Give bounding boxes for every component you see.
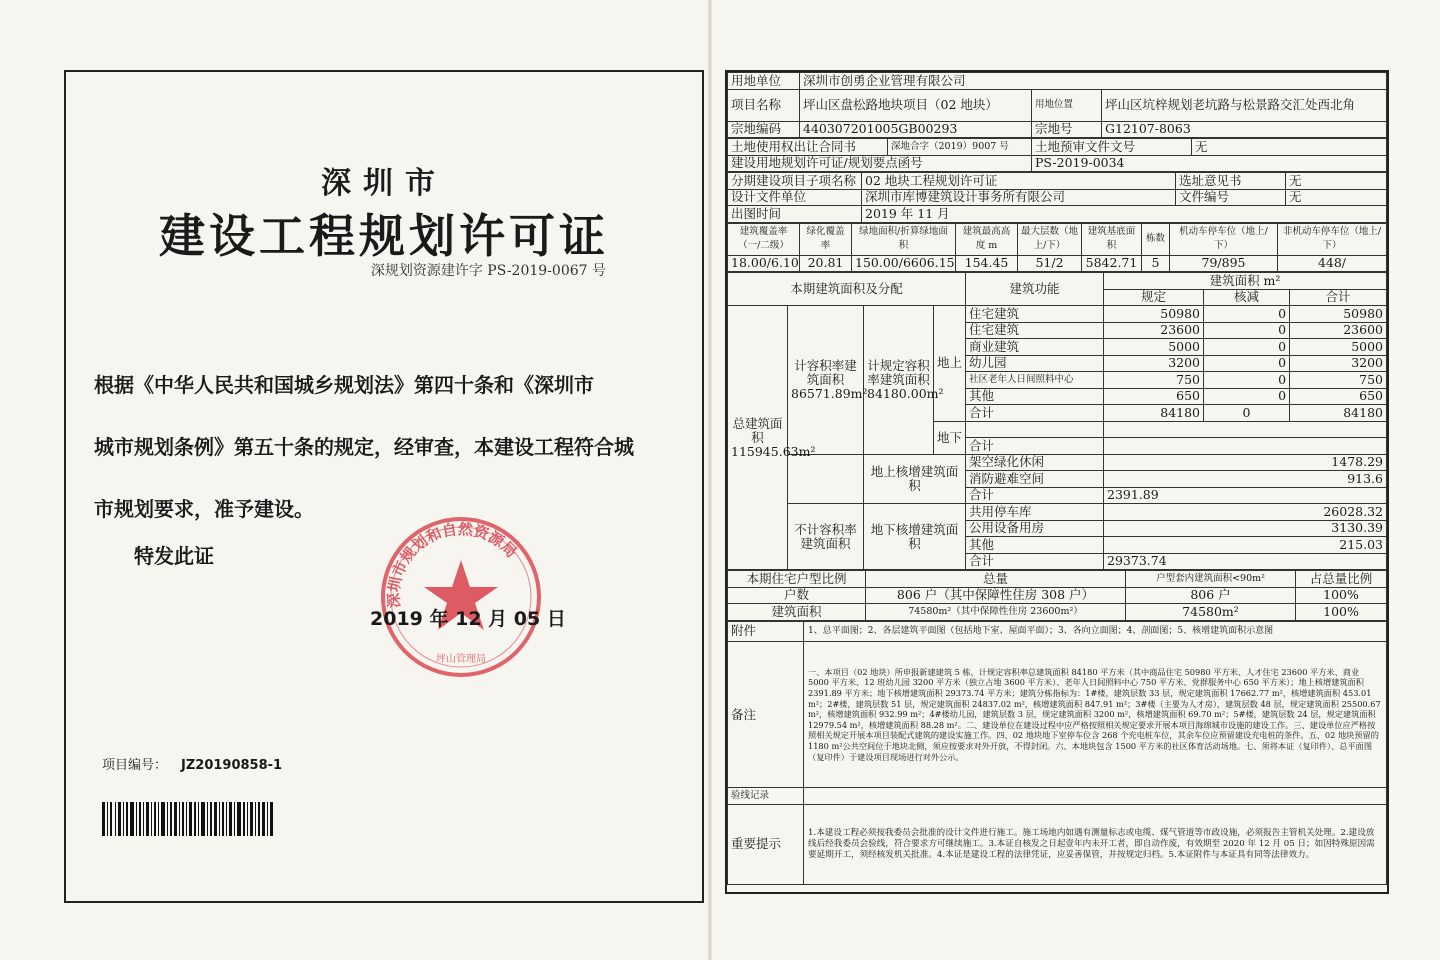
- metric-value: 5842.71: [1082, 255, 1142, 272]
- barcode-icon: [102, 802, 274, 836]
- seal-subtext: 坪山管理局: [436, 654, 486, 665]
- metric-value: 20.81: [800, 255, 852, 272]
- design-unit-label: 设计文件单位: [728, 189, 862, 206]
- ratio-label: 本期住宅户型比例: [728, 571, 866, 588]
- area-label: 建筑面积: [728, 604, 866, 621]
- certify-text: 特发此证: [134, 544, 214, 568]
- households-small: 806 户: [1126, 587, 1296, 604]
- bonus-name: 合计: [966, 553, 1104, 570]
- non-far-label: 不计容积率建筑面积: [788, 504, 864, 570]
- plan-value: 3200: [1104, 355, 1204, 372]
- bonus-above-label: 地上核增建筑面积: [864, 454, 966, 504]
- below-total-value: [1104, 438, 1387, 455]
- ratio-total-label: 总量: [866, 571, 1126, 588]
- metric-header: 最大层数（地上/下）: [1018, 223, 1082, 255]
- check-value: 0: [1204, 355, 1290, 372]
- bonus-name: 消防避难空间: [966, 471, 1104, 488]
- below-empty: [966, 421, 1104, 438]
- notes-table: [727, 621, 1387, 885]
- inspection-value: [804, 788, 1387, 805]
- location-label: 用地位置: [1032, 89, 1102, 121]
- bonus-name: 架空绿化休闲: [966, 454, 1104, 471]
- check-value: 0: [1204, 322, 1290, 339]
- metric-header: 栋数: [1142, 223, 1170, 255]
- plan-value: 650: [1104, 388, 1204, 405]
- bonus-name: 共用停车库: [966, 504, 1104, 521]
- metric-value: 5: [1142, 255, 1170, 272]
- total-value: 84180: [1290, 405, 1387, 422]
- col-total: 合计: [1290, 289, 1387, 306]
- bonus-name: 合计: [966, 487, 1104, 504]
- metric-value: 51/2: [1018, 255, 1082, 272]
- households-label: 户数: [728, 587, 866, 604]
- contract-label: 土地使用权出让合同书: [728, 139, 888, 156]
- metric-header: 建筑基底面积: [1082, 223, 1142, 255]
- total-value: 3200: [1290, 355, 1387, 372]
- parcel-code-label: 宗地编码: [728, 121, 800, 138]
- col-check: 核减: [1204, 289, 1290, 306]
- below-empty-values: [1104, 421, 1387, 438]
- site-opinion-value: 无: [1286, 173, 1387, 190]
- inspection-label: 验线记录: [728, 788, 804, 805]
- check-value: 0: [1204, 388, 1290, 405]
- project-value: 坪山区盘松路地块项目（02 地块）: [800, 89, 1032, 121]
- check-value: 0: [1204, 339, 1290, 356]
- attach-label: 附件: [728, 621, 804, 642]
- area-section-label: 本期建筑面积及分配: [728, 273, 966, 306]
- households-share: 100%: [1296, 587, 1387, 604]
- metric-header: 绿地面积/折算绿地面积: [852, 223, 956, 255]
- issue-date: 2019 年 12 月 05 日: [370, 608, 566, 630]
- design-info-table: [727, 172, 1387, 223]
- function-name: 其他: [966, 388, 1104, 405]
- certificate-detail-page: [725, 70, 1389, 894]
- households-total: 806 户（其中保障性住房 308 户）: [866, 587, 1126, 604]
- area-distribution-table: [727, 272, 1387, 570]
- body-line: 市规划要求，准予建设。: [94, 497, 314, 521]
- below-total-label: 合计: [966, 438, 1104, 455]
- metric-value: 79/895: [1170, 255, 1278, 272]
- bonus-name: 其他: [966, 537, 1104, 554]
- area-share: 100%: [1296, 604, 1387, 621]
- function-name: 住宅建筑: [966, 322, 1104, 339]
- project-number: [102, 754, 282, 773]
- plan-value: 50980: [1104, 306, 1204, 323]
- household-ratio-table: [727, 570, 1387, 621]
- body-line: 城市规划条例》第五十条的规定，经审查，本建设工程符合城: [94, 435, 634, 459]
- remarks-label: 备注: [728, 642, 804, 788]
- land-user-label: 用地单位: [728, 73, 800, 90]
- pre-review-label: 土地预审文件文号: [1032, 139, 1192, 156]
- function-name: 幼儿园: [966, 355, 1104, 372]
- phase-value: 02 地块工程规划许可证: [862, 173, 1176, 190]
- file-no-label: 文件编号: [1176, 189, 1286, 206]
- total-area-label: 总建筑面积115945.63m²: [728, 306, 788, 570]
- plan-value: 750: [1104, 372, 1204, 389]
- above-ground-label: 地上: [934, 306, 966, 422]
- check-value: 0: [1204, 372, 1290, 389]
- project-number-value: JZ20190858-1: [181, 758, 283, 773]
- seal-text: 深圳市规划和自然资源局: [384, 520, 521, 609]
- function-label: 建筑功能: [966, 273, 1104, 306]
- total-value: 650: [1290, 388, 1387, 405]
- bonus-value: 26028.32: [1104, 504, 1387, 521]
- metric-header: 建筑覆盖率（一/二级）: [728, 223, 800, 255]
- project-number-label: 项目编号：: [102, 758, 168, 773]
- project-label: 项目名称: [728, 89, 800, 121]
- bonus-value: 3130.39: [1104, 520, 1387, 537]
- permit-number: 深规划资源建许字 PS-2019-0067 号: [370, 263, 606, 279]
- planning-permit-value: PS-2019-0034: [1032, 155, 1387, 172]
- pre-review-value: 无: [1192, 139, 1387, 156]
- bonus-value: 29373.74: [1104, 553, 1387, 570]
- function-name: 住宅建筑: [966, 306, 1104, 323]
- function-name: 社区老年人日间照料中心: [966, 372, 1104, 389]
- metric-value: 154.45: [956, 255, 1018, 272]
- check-value: 0: [1204, 405, 1290, 422]
- parcel-no-label: 宗地号: [1032, 121, 1102, 138]
- certificate-title: 建设工程规划许可证: [159, 209, 609, 263]
- remarks-value: 一、本项目（02 地块）所申报新建建筑 5 栋，计规定容积率总建筑面积 84180 平方米（其中商品住宅 50980 平方米、人才住宅 23600 平方米、商业 5000 平方米、12 班幼儿园 3200 平方米（独立占地 3600 平方米）、老年人日间照料中心 750 平方米、党群服务中心 650 平方米）；地上核增建筑面积 2391.89 平方米；地下核增建筑面积 29373.74 平方米；建筑分栋指标为：1#楼，建筑层数 33 层，规定建筑面积 17662.77 m²，核增建筑面积 453.01 m²；2#楼，建筑层数 51 层，规定建筑面积 24837.02 m²，核增建筑面积 847.91 m²；3#楼（主要为人才房），建筑层数 48 层，规定建筑面积 25500.67 m²，核增建筑面积 932.99 m²；4#楼幼儿园，建筑层数 3 层，规定建筑面积 3200 m²，核增建筑面积 69.70 m²；5#楼，建筑层数 24 层，规定建筑面积 12979.54 m²，核增建筑面积 88.28 m²。二、建设单位在建设过程中应严格按照相关规定要求开展本项目海绵城市设施的建设工作。三、建设单位应严格按照相关规定开展本项目装配式建筑的建设实施工作。四、02 地块地下室停车位含 268 个充电桩车位，其余车位应预留建设充电桩的条件。五、02 地块预留的 1180 m²公共空间位于地块北侧，须应按要求对外开放，不得封闭。六、本地块包含 1500 平方米的社区体育活动场地。七、须将本证（复印件）、总平面图（复印件）于建设项目现场进行对外公示。: [804, 642, 1387, 788]
- ratio-share-label: 占总量比例: [1296, 571, 1387, 588]
- total-value: 23600: [1290, 322, 1387, 339]
- metric-header: 绿化覆盖率: [800, 223, 852, 255]
- bonus-value: 1478.29: [1104, 454, 1387, 471]
- land-user-value: 深圳市创勇企业管理有限公司: [800, 73, 1387, 90]
- page-fold: [708, 0, 712, 960]
- file-no-value: 无: [1286, 189, 1387, 206]
- bonus-below-label: 地下核增建筑面积: [864, 504, 966, 570]
- plan-value: 5000: [1104, 339, 1204, 356]
- bonus-value: 913.6: [1104, 471, 1387, 488]
- bonus-value: 2391.89: [1104, 487, 1387, 504]
- function-name: 合计: [966, 405, 1104, 422]
- permit-info-table: [727, 138, 1387, 172]
- far-area-label: 计容积率建筑面积86571.89m²: [788, 306, 864, 455]
- location-value: 坪山区坑梓规划老坑路与松景路交汇处西北角: [1102, 89, 1387, 121]
- function-name: 商业建筑: [966, 339, 1104, 356]
- col-plan: 规定: [1104, 289, 1204, 306]
- contract-value: 深地合字（2019）9007 号: [888, 139, 1032, 156]
- area-small: 74580m²: [1126, 604, 1296, 621]
- parcel-code-value: 440307201005GB00293: [800, 121, 1032, 138]
- bonus-value: 215.03: [1104, 537, 1387, 554]
- phase-label: 分期建设项目子项名称: [728, 173, 862, 190]
- design-unit-value: 深圳市库博建筑设计事务所有限公司: [862, 189, 1176, 206]
- far-blank: [788, 454, 864, 504]
- project-info-table: [727, 72, 1387, 138]
- bonus-name: 公用设备用房: [966, 520, 1104, 537]
- below-ground-label: 地下: [934, 421, 966, 454]
- official-seal-icon: [376, 512, 546, 682]
- check-value: 0: [1204, 306, 1290, 323]
- metric-header: 非机动车停车位（地上/下）: [1278, 223, 1387, 255]
- total-value: 50980: [1290, 306, 1387, 323]
- notice-label: 重要提示: [728, 804, 804, 884]
- total-value: 5000: [1290, 339, 1387, 356]
- metric-value: 18.00/6.10: [728, 255, 800, 272]
- metric-value: 150.00/6606.15: [852, 255, 956, 272]
- planning-permit-label: 建设用地规划许可证/规划要点函号: [728, 155, 1032, 172]
- metric-header: 机动车停车位（地上/下）: [1170, 223, 1278, 255]
- plan-value: 84180: [1104, 405, 1204, 422]
- area-total: 74580m²（其中保障性住房 23600m²）: [866, 604, 1126, 621]
- city-heading: 深圳市: [321, 166, 447, 201]
- parcel-no-value: G12107-8063: [1102, 121, 1387, 138]
- site-opinion-label: 选址意见书: [1176, 173, 1286, 190]
- draw-time-label: 出图时间: [728, 206, 862, 223]
- metric-value: 448/: [1278, 255, 1387, 272]
- plan-far-label: 计规定容积率建筑面积84180.00m²: [864, 306, 934, 455]
- ratio-small-label: 户型套内建筑面积<90m²: [1126, 571, 1296, 588]
- notice-value: 1.本建设工程必须按我委员会批准的设计文件进行施工。施工场地内如遇有测量标志或电缆、煤气管道等市政设施，必须报告主管机关处理。2.建设放线后经我委员会验线，符合要求方可继续施工。3.本证自核发之日起壹年内未开工者，即自动作废，有效期至 2020 年 12 月 05 日；如因特殊原因需要延期开工，须经核发机关批准。4.本证是建设工程的法律凭证，应妥善保管，并按规定归档。5.本证附件与本证具有同等法律效力。: [804, 804, 1387, 884]
- body-line: 根据《中华人民共和国城乡规划法》第四十条和《深圳市: [94, 373, 594, 397]
- area-unit-label: 建筑面积 m²: [1104, 273, 1387, 290]
- metrics-table: [727, 223, 1387, 273]
- attach-value: 1、总平面图；2、各层建筑平面图（包括地下室、屋面平面）；3、各向立面图；4、剖面图；5、核增建筑面积示意图: [804, 621, 1387, 642]
- total-value: 750: [1290, 372, 1387, 389]
- plan-value: 23600: [1104, 322, 1204, 339]
- metric-header: 建筑最高高度 m: [956, 223, 1018, 255]
- certificate-cover-page: [64, 70, 704, 903]
- draw-time-value: 2019 年 11 月: [862, 206, 1387, 223]
